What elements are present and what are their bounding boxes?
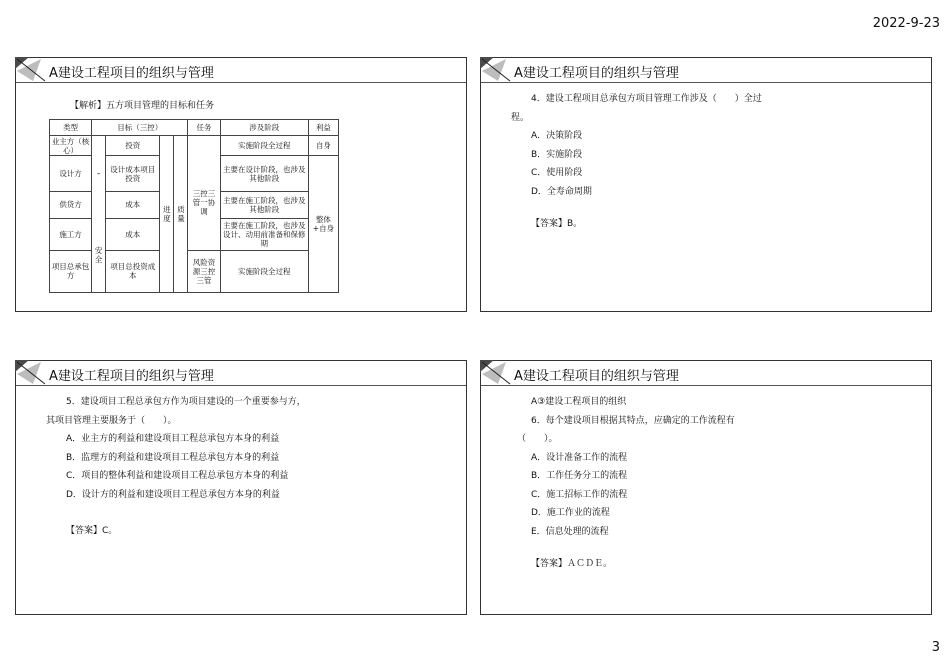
cell-phase-supplier: 主要在施工阶段，也涉及其他阶段 [220,192,308,218]
header-interest: 利益 [308,120,338,136]
question-text-continued: 其项目管理主要服务于（ ）。 [46,415,177,426]
cell-phase-owner: 实施阶段全过程 [220,136,308,156]
cell-goal-contractor: 成本 [106,218,160,250]
cell-goal-epc: 项目总投资成本 [106,250,160,292]
question-text: 4．建设工程项目总承包方项目管理工作涉及（ ）全过 [531,94,762,104]
slide-body [481,90,931,234]
slide-2 [480,57,932,312]
slide-4 [480,360,932,615]
table-caption: 【解析】五方项目管理的目标和任务 [70,101,215,111]
cell-type-contractor: 施工方 [50,218,92,250]
answer: 【答案】B。 [531,219,583,229]
slide-title: A建设工程项目的组织与管理 [514,66,679,81]
header-phase: 涉及阶段 [220,120,308,136]
option-d: D．设计方的利益和建设项目工程总承包方本身的利益 [66,489,280,500]
header-divider [481,82,931,83]
option-d: D．全寿命周期 [531,186,592,197]
slide-body [481,393,931,574]
slide-title: A建设工程项目的组织与管理 [49,369,214,384]
cell-goal-owner: 投资 [106,136,160,156]
header-type: 类型 [50,120,92,136]
cell-progress: 进度 [160,136,174,293]
option-b: B．实施阶段 [531,149,583,160]
slide-header [481,361,931,386]
option-c: C．施工招标工作的流程 [531,489,628,500]
slide-corner-decoration-icon [15,360,49,386]
cell-phase-contractor: 主要在施工阶段，也涉及设计、动用前准备和保修期 [220,218,308,250]
header-divider [481,385,931,386]
cell-type-supplier: 供货方 [50,192,92,218]
option-e: E．信息处理的流程 [531,526,609,537]
slide-body [16,393,466,541]
slide-corner-decoration-icon [15,57,49,83]
cell-type-owner: 业主方（核心） [50,136,92,156]
cell-safety: 安全 [92,218,106,292]
cell-phase-epc: 实施阶段全过程 [220,250,308,292]
page-number: 3 [931,640,940,655]
slide-title: A建设工程项目的组织与管理 [514,369,679,384]
five-party-table [49,119,339,293]
option-a: A．设计准备工作的流程 [531,452,628,463]
slide-header [16,361,466,386]
cell-task-epc: 风险资源三控三管 [188,250,220,292]
header-divider [16,385,466,386]
header-goal: 目标（三控） [92,120,188,136]
option-c: C．使用阶段 [531,168,583,178]
cell-type-epc: 项目总承包方 [50,250,92,292]
cell-interest-owner: 自身 [308,136,338,156]
slide-3 [15,360,467,615]
option-b: B．监理方的利益和建设项目工程总承包方本身的利益 [66,452,280,463]
cell-dash: – [92,156,106,192]
slide-corner-decoration-icon [480,57,514,83]
cell-phase-designer: 主要在设计阶段，也涉及其他阶段 [220,156,308,192]
answer: 【答案】C。 [66,526,118,536]
option-d: D．施工作业的流程 [531,508,610,518]
cell-type-designer: 设计方 [50,156,92,192]
slide-title: A建设工程项目的组织与管理 [49,66,214,81]
answer: 【答案】ＡＣＤＥ。 [531,559,613,569]
question-text: 5．建设项目工程总承包方作为项目建设的一个重要参与方， [66,397,306,407]
slide-corner-decoration-icon [480,360,514,386]
option-a: A．决策阶段 [531,131,583,141]
question-text-continued: （ ）。 [517,434,558,444]
cell-task-main: 三控三管一协调 [188,156,220,251]
cell-goal-designer: 设计成本项目投资 [106,156,160,192]
option-c: C．项目的整体利益和建设项目工程总承包方本身的利益 [66,471,289,481]
cell-goal-supplier: 成本 [106,192,160,218]
option-b: B．工作任务分工的流程 [531,471,628,481]
slide-header [16,58,466,83]
section-heading: A③建设工程项目的组织 [531,397,627,407]
question-text-continued: 程。 [511,112,530,123]
cell-interest-merged: 整体+自身 [308,156,338,293]
header-divider [16,82,466,83]
document-date: 2022-9-23 [872,16,940,31]
question-text: 6．每个建设项目根据其特点，应确定的工作流程有 [531,415,735,426]
slide-header [481,58,931,83]
slide-1 [15,57,467,312]
cell-quality: 质量 [174,136,188,293]
option-a: A．业主方的利益和建设项目工程总承包方本身的利益 [66,434,280,444]
header-task: 任务 [188,120,220,136]
